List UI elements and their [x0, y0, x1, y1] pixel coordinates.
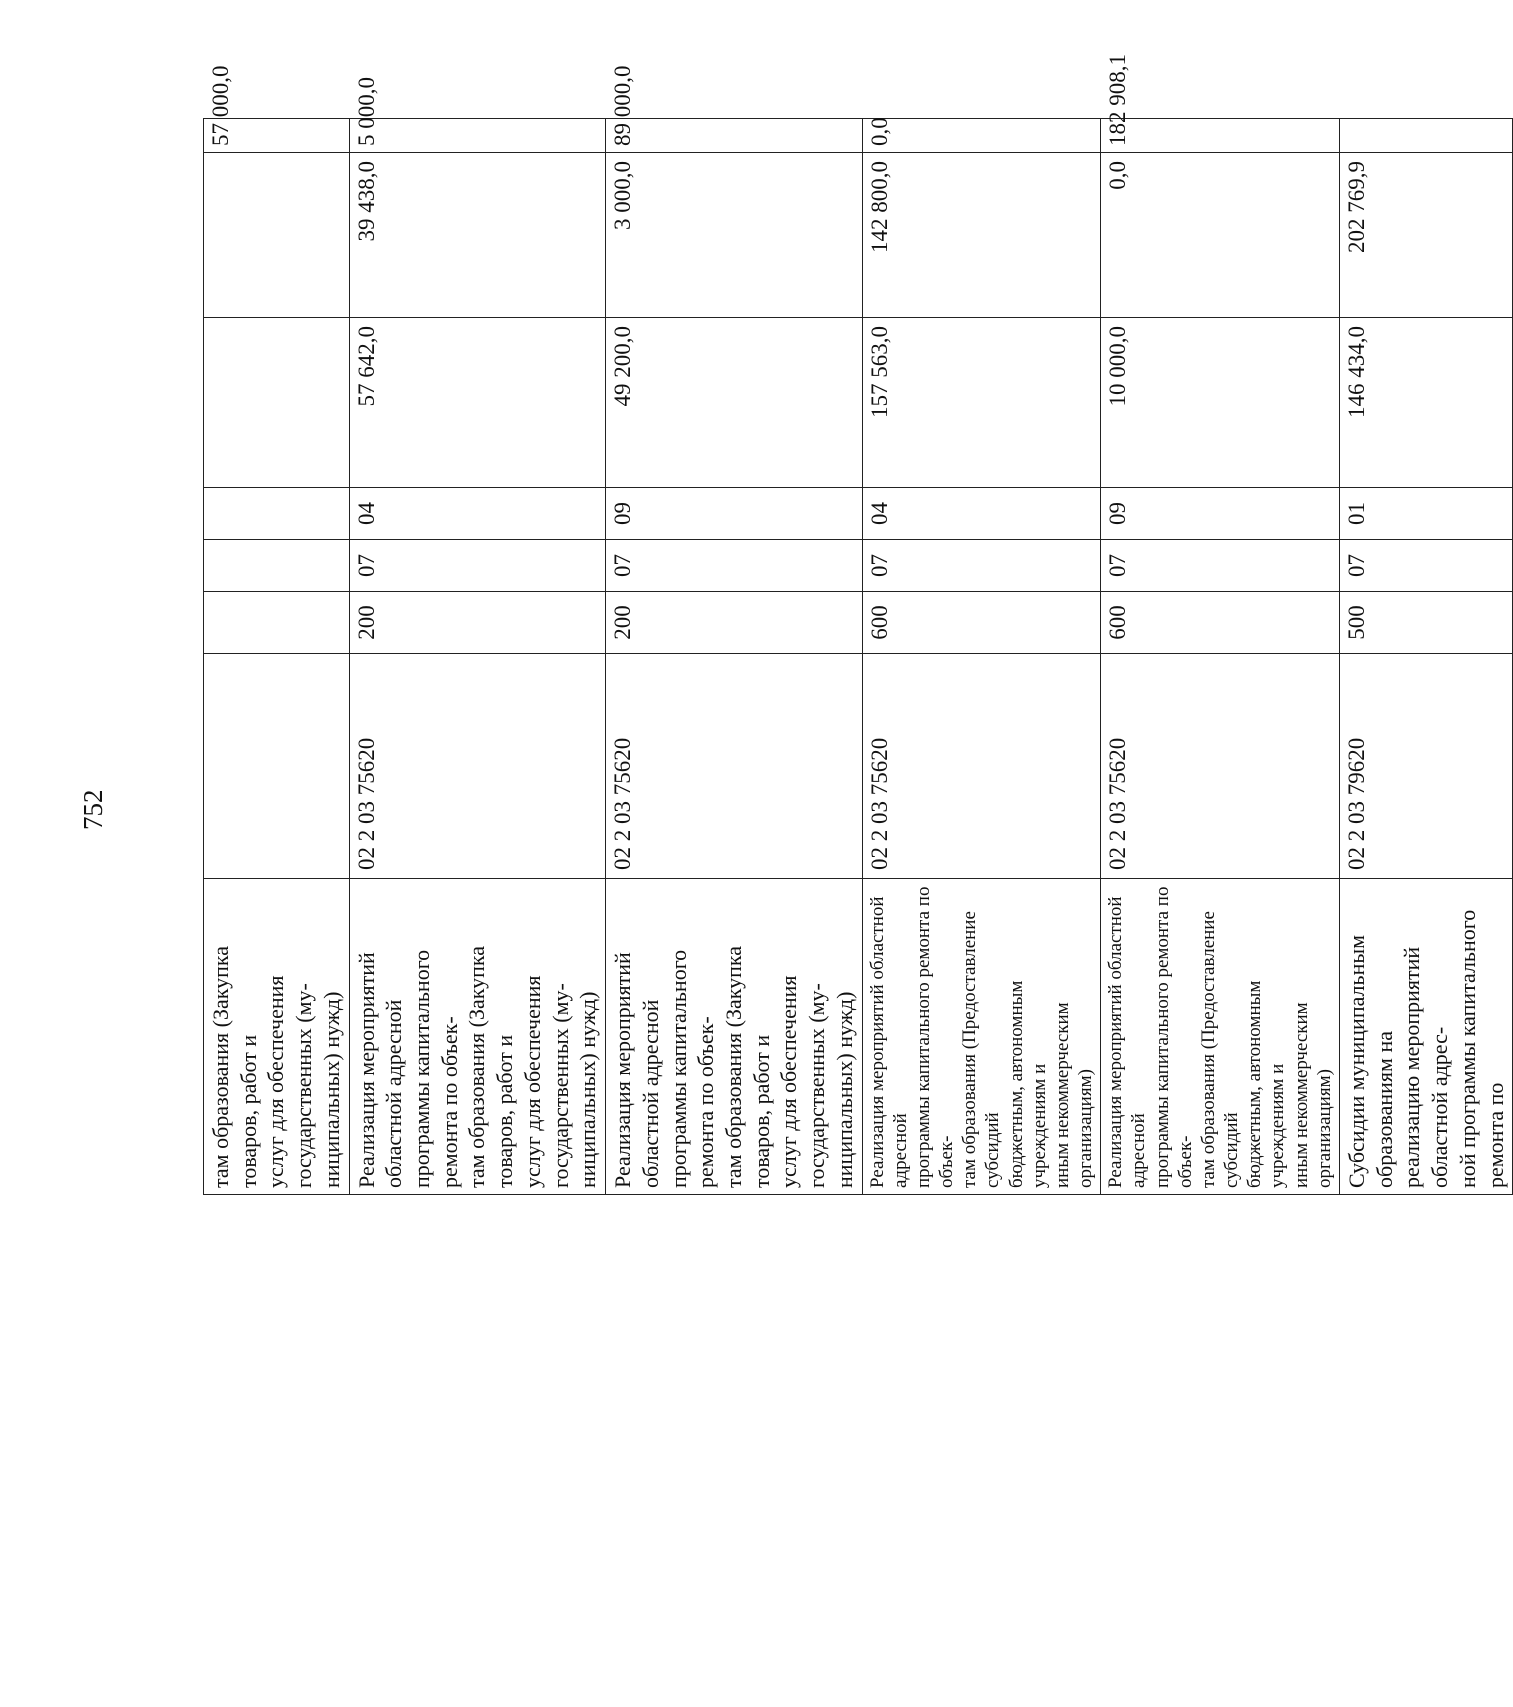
rotated-table-container: [203, 54, 1508, 1195]
table-row: [1339, 119, 1512, 1195]
description-line: ной программы капитального ремонта по: [1454, 909, 1508, 1188]
pr-cell: 09: [606, 488, 862, 540]
table-row: [606, 119, 862, 1195]
rz-cell: 07: [1101, 540, 1340, 592]
description-line: программы капитального ремонта по объек-: [409, 949, 462, 1188]
pr-cell: 09: [1101, 488, 1340, 540]
amount-cell-1: 146 434,0: [1339, 318, 1512, 488]
description-cell: [862, 879, 1101, 1195]
page-number: 752: [78, 789, 108, 830]
amount-cell-2: 3 000,0: [606, 153, 862, 318]
rz-cell: [204, 540, 350, 592]
vr-cell: 600: [862, 592, 1101, 654]
description-line: ниципальных) нужд): [831, 991, 857, 1188]
table-row: [204, 119, 350, 1195]
amount-cell-2: 39 438,0: [349, 153, 605, 318]
amount-cell-2: 142 800,0: [862, 153, 1101, 318]
pr-cell: 04: [349, 488, 605, 540]
description-line: бюджетным, автономным учреждениям и: [1005, 980, 1050, 1188]
csr-code-cell: 02 2 03 75620: [606, 654, 862, 879]
vr-cell: 500: [1339, 592, 1512, 654]
rz-cell: 07: [1339, 540, 1512, 592]
description-line: Реализация мероприятий областной адресной: [610, 952, 663, 1188]
description-cell: [204, 879, 350, 1195]
amount-cell-1: [204, 318, 350, 488]
description-line: Реализация мероприятий областной адресной: [353, 952, 407, 1188]
rz-cell: 07: [862, 540, 1101, 592]
description-line: иным некоммерческим организациям): [1051, 1002, 1097, 1188]
amount-cell-3: [1339, 119, 1512, 153]
description-line: бюджетным, автономным учреждениям и: [1244, 980, 1289, 1188]
description-line: Субсидии муниципальным образованиям на: [1343, 934, 1397, 1188]
description-line: там образования (Предоставление субсидий: [1197, 911, 1243, 1188]
description-line: там образования (Закупка товаров, работ и: [464, 946, 518, 1188]
amount-cell-3: 57 000,0: [204, 119, 350, 153]
rz-cell: 07: [606, 540, 862, 592]
pr-cell: 01: [1339, 488, 1512, 540]
amount-cell-2: 0,0: [1101, 153, 1340, 318]
table-row: [1101, 119, 1340, 1195]
amount-cell-3: 5 000,0: [349, 119, 605, 153]
amount-cell-3: 89 000,0: [606, 119, 862, 153]
vr-cell: 200: [606, 592, 862, 654]
table-row: [349, 119, 605, 1195]
pr-cell: [204, 488, 350, 540]
description-line: услуг для обеспечения государственных (му-: [776, 975, 830, 1188]
description-line: программы капитального ремонта по объек-: [1151, 886, 1196, 1188]
description-line: там образования (Предоставление субсидий: [959, 911, 1004, 1188]
amount-cell-1: 10 000,0: [1101, 318, 1340, 488]
table-row: [862, 119, 1101, 1195]
csr-code-cell: 02 2 03 79620: [1339, 654, 1512, 879]
csr-code-cell: 02 2 03 75620: [1101, 654, 1340, 879]
csr-code-cell: [204, 654, 350, 879]
description-cell: [606, 879, 862, 1195]
description-cell: [1339, 879, 1512, 1195]
vr-cell: [204, 592, 350, 654]
description-line: иным некоммерческим организациям): [1290, 1002, 1335, 1188]
vr-cell: 200: [349, 592, 605, 654]
description-line: Реализация мероприятий областной адресной: [866, 896, 911, 1188]
amount-cell-2: [204, 153, 350, 318]
amount-cell-1: 49 200,0: [606, 318, 862, 488]
description-line: услуг для обеспечения государственных (му-: [519, 975, 573, 1188]
pr-cell: 04: [862, 488, 1101, 540]
rz-cell: 07: [349, 540, 605, 592]
description-line: программы капитального ремонта по объек-: [665, 949, 719, 1188]
amount-cell-1: 57 642,0: [349, 318, 605, 488]
description-line: ниципальных) нужд): [318, 991, 344, 1188]
amount-cell-3: 0,0: [862, 119, 1101, 153]
csr-code-cell: 02 2 03 75620: [862, 654, 1101, 879]
csr-code-cell: 02 2 03 75620: [349, 654, 605, 879]
description-line: Реализация мероприятий областной адресной: [1105, 896, 1150, 1188]
description-line: реализацию мероприятий областной адрес-: [1399, 946, 1453, 1188]
amount-cell-1: 157 563,0: [862, 318, 1101, 488]
description-line: там образования (Закупка товаров, работ и: [720, 946, 774, 1188]
description-cell: [349, 879, 605, 1195]
description-line: ниципальных) нужд): [575, 991, 601, 1188]
description-line: услуг для обеспечения государственных (му-: [263, 975, 317, 1188]
vr-cell: 600: [1101, 592, 1340, 654]
description-cell: [1101, 879, 1340, 1195]
amount-cell-3: 182 908,1: [1101, 119, 1340, 153]
description-line: там образования (Закупка товаров, работ и: [208, 946, 261, 1188]
amount-cell-2: 202 769,9: [1339, 153, 1512, 318]
budget-table: [203, 54, 1513, 1195]
description-line: программы капитального ремонта по объек-: [912, 886, 958, 1188]
